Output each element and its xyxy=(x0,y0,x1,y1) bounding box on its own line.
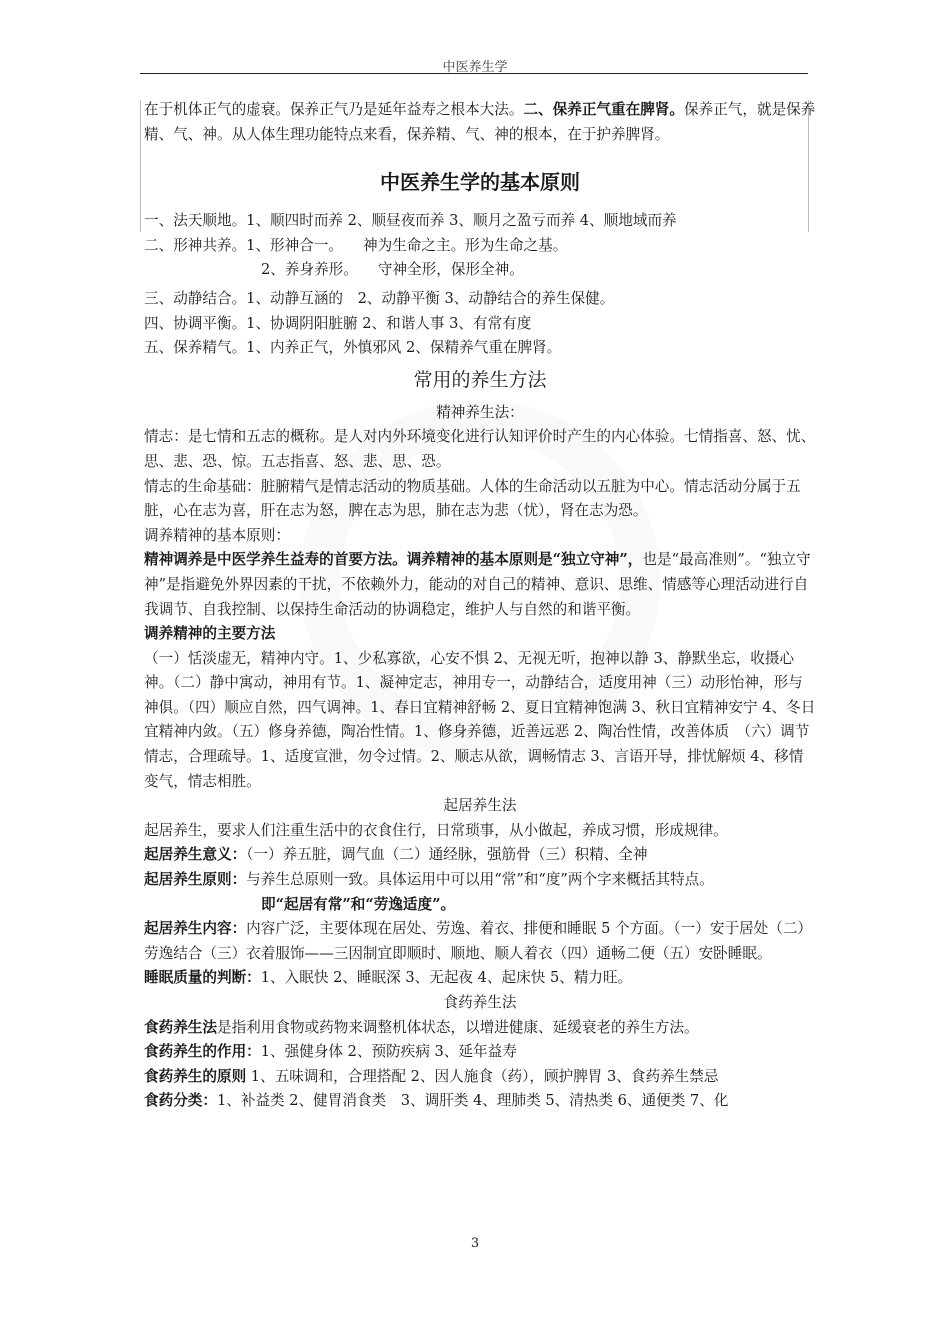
food-heading: 食药养生法 xyxy=(443,994,517,1011)
left-margin-line xyxy=(140,100,141,232)
food-p2: 食药养生的作用：1、强健身体 2、预防疾病 3、延年益寿 xyxy=(144,1043,517,1061)
food-p1: 食药养生法是指利用食物或药物来调整机体状态，以增进健康、延缓衰老的养生方法。 xyxy=(144,1018,699,1036)
spirit-p5: 调养精神的主要方法 xyxy=(144,625,276,643)
spirit-p2: 情志的生命基础：脏腑精气是情志活动的物质基础。人体的生命活动以五脏为中心。情志活动分属于五脏，心在志为喜，肝在志为怒，脾在志为思，肺在志为悲（忧），肾在志为恐。 xyxy=(144,477,801,520)
principle-line-1: 一、法天顺地。1、顺四时而养 2、顺昼夜而养 3、顺月之盈亏而养 4、顺地域而养 xyxy=(144,212,677,230)
living-p2: 起居养生意义：（一）养五脏，调气血（二）通经脉，强筋骨（三）积精、全神 xyxy=(144,846,648,864)
header-rule xyxy=(140,73,808,74)
principle-line-3: 三、动静结合。1、动静互涵的 2、动静平衡 3、动静结合的养生保健。 xyxy=(144,289,615,307)
living-p1: 起居养生，要求人们注重生活中的衣食住行，日常琐事，从小做起，养成习惯，形成规律。 xyxy=(144,821,728,839)
spirit-p4: 精神调养是中医学养生益寿的首要方法。调养精神的基本原则是“独立守神”，也是“最高准则”。“独立守神”是指避免外界因素的干扰，不依赖外力，能动的对自己的精神、意识、思维、情感等心理活动进行自我调节、自我控制、以保持生命活动的协调稳定，维护人与自然的和谐平衡。 xyxy=(144,551,811,618)
principle-line-5: 五、保养精气。1、内养正气，外慎邪风 2、保精养气重在脾肾。 xyxy=(144,339,562,357)
principle-line-4: 四、协调平衡。1、协调阴阳脏腑 2、和谐人事 3、有常有度 xyxy=(144,314,532,332)
methods-heading: 常用的养生方法 xyxy=(413,368,547,391)
document-body xyxy=(144,98,816,1114)
food-p4: 食药分类：1、补益类 2、健胃消食类 3、调肝类 4、理肺类 5、清热类 6、通便类 7、化 xyxy=(144,1092,729,1110)
principles-heading: 中医养生学的基本原则 xyxy=(380,170,580,195)
intro-paragraph: 在于机体正气的虚衰。保养正气乃是延年益寿之根本大法。二、保养正气重在脾肾。保养正气，就是保养精、气、神。从人体生理功能特点来看，保养精、气、神的根本，在于护养脾肾。 xyxy=(144,101,816,143)
living-p6: 睡眠质量的判断：1、入眠快 2、睡眠深 3、无起夜 4、起床快 5、精力旺。 xyxy=(144,969,633,987)
principle-line-2-sub: 2、养身养形。 守神全形，保形全神。 xyxy=(261,261,524,279)
living-heading: 起居养生法 xyxy=(443,797,517,815)
page-number: 3 xyxy=(470,1236,480,1251)
spirit-heading: 精神养生法： xyxy=(436,403,524,421)
spirit-p6: （一）恬淡虚无，精神内守。1、少私寡欲，心安不惧 2、无视无听，抱神以静 3、静默坐忘，收摄心神。（二）静中寓动，神用有节。1、凝神定志，神用专一，动静结合，适度用神（三）动形怡神，形与神俱。（四）顺应自然，四气调神。1、春日宜精神舒畅 2、夏日宜精神饱满 3、秋日宜精神安宁 4、冬日宜精神内敛。（五）修身养德，陶冶性情。1、修身养德，近善远恶 2、陶冶性情，改善体质 （六）调节情志，合理疏导。1、适度宣泄，勿令过情。2、顺志从欲，调畅情志 3、言语开导，排忧解烦 4、移情变气，情志相胜。 xyxy=(144,649,816,790)
spirit-p3: 调养精神的基本原则： xyxy=(144,526,290,544)
living-p4: 即“起居有常”和“劳逸适度”。 xyxy=(261,895,456,913)
principle-line-2: 二、形神共养。1、形神合一。 神为生命之主。形为生命之基。 xyxy=(144,236,568,254)
food-p3: 食药养生的原则 1、五味调和，合理搭配 2、因人施食（药），顾护脾胃 3、食药养生禁忌 xyxy=(144,1067,719,1085)
spirit-p1: 情志：是七情和五志的概称。是人对内外环境变化进行认知评价时产生的内心体验。七情指喜、怒、忧、思、悲、恐、惊。五志指喜、怒、悲、思、恐。 xyxy=(144,428,816,470)
page-header: 中医养生学 xyxy=(442,60,508,75)
living-p5: 起居养生内容：内容广泛，主要体现在居处、劳逸、着衣、排便和睡眠 5 个方面。（一）安于居处（二）劳逸结合（三）衣着服饰——三因制宜即顺时、顺地、顺人着衣（四）通畅二便（五）安卧睡眠。 xyxy=(144,920,813,962)
living-p3: 起居养生原则：与养生总原则一致。具体运用中可以用“常”和“度”两个字来概括其特点。 xyxy=(144,871,714,889)
